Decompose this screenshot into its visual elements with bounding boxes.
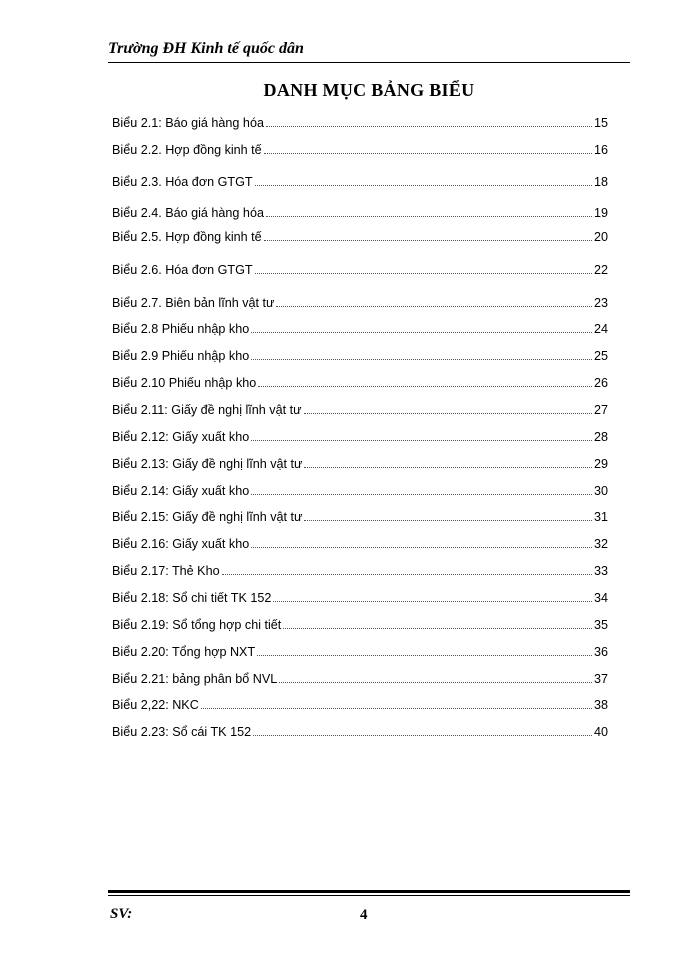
toc-entry-label: Biểu 2.9 Phiếu nhập kho (112, 349, 250, 363)
toc-entry-label: Biểu 2.4. Báo giá hàng hóa (112, 206, 264, 220)
toc-entry-label: Biểu 2.3. Hóa đơn GTGT (112, 175, 253, 189)
toc-entry (112, 722, 608, 740)
toc-entry (112, 373, 608, 391)
toc-entry-label: Biểu 2.11: Giấy đề nghị lĩnh vật tư (112, 403, 302, 417)
toc-dot-leader (251, 547, 592, 548)
toc-entry-label: Biểu 2.19: Sổ tổng hợp chi tiết (112, 618, 282, 632)
toc-entry (112, 561, 608, 579)
toc-dot-leader (222, 574, 592, 575)
toc-entry (112, 140, 608, 158)
toc-entry-label: Biểu 2.5. Hợp đồng kinh tế (112, 230, 262, 244)
toc-dot-leader (304, 413, 592, 414)
toc-entry-page: 35 (593, 618, 608, 632)
toc-entry-page: 26 (593, 376, 608, 390)
toc-dot-leader (304, 467, 592, 468)
toc-entry (112, 695, 608, 713)
toc-entry-page: 31 (593, 510, 608, 524)
toc-entry-label: Biểu 2.23: Sổ cái TK 152 (112, 725, 252, 739)
toc-entry (112, 400, 608, 418)
toc-entry (112, 172, 608, 190)
toc-entry (112, 642, 608, 660)
toc-dot-leader (251, 332, 592, 333)
toc-entry (112, 507, 608, 525)
toc-entry-label: Biểu 2.16: Giấy xuất kho (112, 537, 250, 551)
toc-entry-page: 24 (593, 322, 608, 336)
toc-entry (112, 227, 608, 245)
toc-entry-page: 16 (593, 143, 608, 157)
toc-entry-label: Biểu 2.18: Sổ chi tiết TK 152 (112, 591, 272, 605)
toc-dot-leader (258, 386, 592, 387)
toc-entry-page: 28 (593, 430, 608, 444)
toc-entry-page: 29 (593, 457, 608, 471)
toc-dot-leader (264, 240, 592, 241)
toc-entry (112, 293, 608, 311)
toc-entry-page: 33 (593, 564, 608, 578)
toc-dot-leader (255, 273, 592, 274)
toc-dot-leader (251, 359, 592, 360)
toc-entry-page: 19 (593, 206, 608, 220)
page-number: 4 (360, 907, 368, 923)
page-header (108, 40, 630, 58)
header-rule (108, 62, 630, 63)
toc-dot-leader (253, 735, 592, 736)
toc-entry (112, 427, 608, 445)
toc-entry-page: 20 (593, 230, 608, 244)
toc-dot-leader (283, 628, 592, 629)
toc-dot-leader (266, 216, 592, 217)
toc-dot-leader (255, 185, 592, 186)
toc-entry (112, 319, 608, 337)
toc-entry-page: 40 (593, 725, 608, 739)
toc-entry-page: 36 (593, 645, 608, 659)
toc-dot-leader (279, 682, 592, 683)
toc-entry-label: Biểu 2.15: Giấy đề nghị lĩnh vật tư (112, 510, 303, 524)
toc-dot-leader (251, 494, 592, 495)
toc-entry (112, 615, 608, 633)
toc-entry (112, 260, 608, 278)
toc-entry (112, 588, 608, 606)
toc-entry-page: 25 (593, 349, 608, 363)
toc-dot-leader (266, 126, 592, 127)
footer-student-label: SV: (110, 906, 133, 922)
toc-entry (112, 113, 608, 131)
toc-entry-label: Biểu 2.12: Giấy xuất kho (112, 430, 250, 444)
toc-entry-page: 23 (593, 296, 608, 310)
toc-entry-label: Biểu 2.17: Thẻ Kho (112, 564, 220, 578)
toc-entry-label: Biểu 2,22: NKC (112, 698, 199, 712)
toc-entry (112, 203, 608, 221)
toc-entry-page: 34 (593, 591, 608, 605)
toc-entry-page: 18 (593, 175, 608, 189)
toc-entry-label: Biểu 2.7. Biên bản lĩnh vật tư (112, 296, 275, 310)
toc-entry-page: 32 (593, 537, 608, 551)
toc-entry-page: 27 (593, 403, 608, 417)
footer-rule-thick (108, 890, 630, 893)
toc-entry-label: Biểu 2.2. Hợp đồng kinh tế (112, 143, 262, 157)
header-title: Trường ĐH Kinh tế quốc dân (108, 40, 304, 57)
toc-entry (112, 346, 608, 364)
toc-entry-label: Biểu 2.8 Phiếu nhập kho (112, 322, 250, 336)
toc-entry-label: Biểu 2.13: Giấy đề nghị lĩnh vật tư (112, 457, 303, 471)
toc-entry (112, 454, 608, 472)
toc-entry-label: Biểu 2.6. Hóa đơn GTGT (112, 263, 253, 277)
toc-entry-label: Biểu 2.1: Báo giá hàng hóa (112, 116, 264, 130)
toc-entry-label: Biểu 2.21: bảng phân bổ NVL (112, 672, 278, 686)
toc-entry-label: Biểu 2.10 Phiếu nhập kho (112, 376, 257, 390)
toc-dot-leader (304, 520, 592, 521)
toc-entry-page: 22 (593, 263, 608, 277)
toc-title: DANH MỤC BẢNG BIỂU (263, 80, 475, 100)
toc-entry-label: Biểu 2.14: Giấy xuất kho (112, 484, 250, 498)
toc-dot-leader (276, 306, 592, 307)
toc-entry-page: 30 (593, 484, 608, 498)
toc-entry (112, 481, 608, 499)
toc-dot-leader (257, 655, 592, 656)
footer-rule-thin (108, 895, 630, 896)
toc-dot-leader (264, 153, 592, 154)
toc-entry (112, 534, 608, 552)
toc-dot-leader (201, 708, 592, 709)
toc-dot-leader (251, 440, 592, 441)
toc-entry-page: 38 (593, 698, 608, 712)
toc-entry-page: 15 (593, 116, 608, 130)
toc-dot-leader (273, 601, 592, 602)
toc-entry-page: 37 (593, 672, 608, 686)
toc-entry-label: Biểu 2.20: Tổng hợp NXT (112, 645, 256, 659)
toc-entry (112, 669, 608, 687)
